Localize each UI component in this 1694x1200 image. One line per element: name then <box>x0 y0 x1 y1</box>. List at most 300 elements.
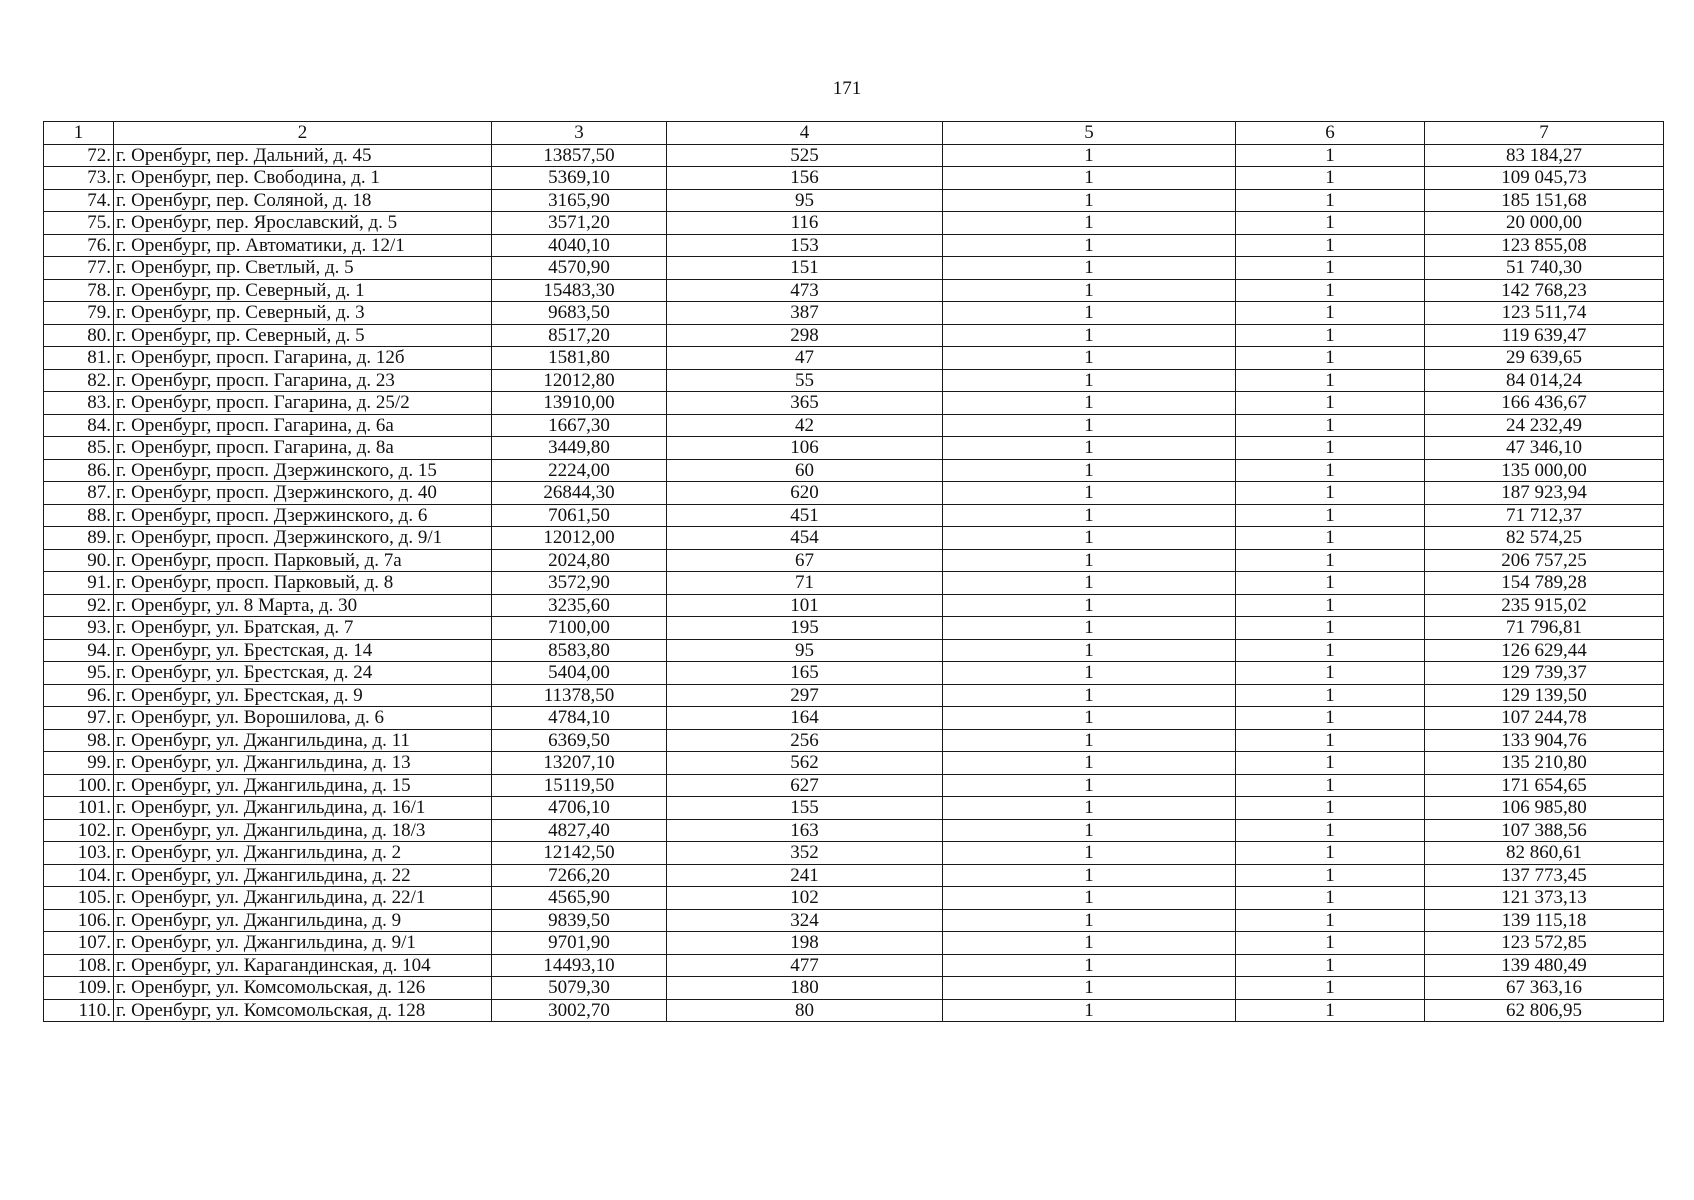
address-cell: г. Оренбург, пер. Дальний, д. 45 <box>114 144 492 167</box>
amount-cell: 129 139,50 <box>1425 684 1664 707</box>
amount-cell: 83 184,27 <box>1425 144 1664 167</box>
count-cell: 156 <box>667 167 943 190</box>
amount-cell: 206 757,25 <box>1425 549 1664 572</box>
amount-cell: 123 511,74 <box>1425 302 1664 325</box>
table-row <box>44 594 1664 617</box>
address-cell: г. Оренбург, ул. Комсомольская, д. 128 <box>114 999 492 1022</box>
address-cell: г. Оренбург, ул. Братская, д. 7 <box>114 617 492 640</box>
table-row <box>44 842 1664 865</box>
col5-cell: 1 <box>943 437 1236 460</box>
count-cell: 562 <box>667 752 943 775</box>
col5-cell: 1 <box>943 392 1236 415</box>
table-row <box>44 707 1664 730</box>
amount-cell: 106 985,80 <box>1425 797 1664 820</box>
col6-cell: 1 <box>1236 999 1425 1022</box>
row-number: 84. <box>44 414 114 437</box>
address-cell: г. Оренбург, ул. Брестская, д. 9 <box>114 684 492 707</box>
address-cell: г. Оренбург, пр. Автоматики, д. 12/1 <box>114 234 492 257</box>
address-cell: г. Оренбург, ул. Джангильдина, д. 15 <box>114 774 492 797</box>
area-cell: 3449,80 <box>492 437 667 460</box>
area-cell: 5369,10 <box>492 167 667 190</box>
row-number: 106. <box>44 909 114 932</box>
address-cell: г. Оренбург, пр. Светлый, д. 5 <box>114 257 492 280</box>
row-number: 97. <box>44 707 114 730</box>
row-number: 80. <box>44 324 114 347</box>
col6-cell: 1 <box>1236 437 1425 460</box>
amount-cell: 47 346,10 <box>1425 437 1664 460</box>
col6-cell: 1 <box>1236 864 1425 887</box>
column-header: 4 <box>667 122 943 145</box>
address-cell: г. Оренбург, ул. Джангильдина, д. 18/3 <box>114 819 492 842</box>
row-number: 90. <box>44 549 114 572</box>
col6-cell: 1 <box>1236 932 1425 955</box>
col6-cell: 1 <box>1236 144 1425 167</box>
row-number: 82. <box>44 369 114 392</box>
table-row <box>44 234 1664 257</box>
count-cell: 454 <box>667 527 943 550</box>
row-number: 104. <box>44 864 114 887</box>
table-row <box>44 639 1664 662</box>
area-cell: 3572,90 <box>492 572 667 595</box>
col6-cell: 1 <box>1236 459 1425 482</box>
col5-cell: 1 <box>943 909 1236 932</box>
area-cell: 2024,80 <box>492 549 667 572</box>
row-number: 94. <box>44 639 114 662</box>
count-cell: 198 <box>667 932 943 955</box>
row-number: 103. <box>44 842 114 865</box>
col6-cell: 1 <box>1236 504 1425 527</box>
col5-cell: 1 <box>943 752 1236 775</box>
table-row <box>44 212 1664 235</box>
amount-cell: 67 363,16 <box>1425 977 1664 1000</box>
row-number: 93. <box>44 617 114 640</box>
col5-cell: 1 <box>943 414 1236 437</box>
col6-cell: 1 <box>1236 662 1425 685</box>
count-cell: 42 <box>667 414 943 437</box>
area-cell: 7100,00 <box>492 617 667 640</box>
count-cell: 164 <box>667 707 943 730</box>
area-cell: 8517,20 <box>492 324 667 347</box>
row-number: 79. <box>44 302 114 325</box>
row-number: 109. <box>44 977 114 1000</box>
area-cell: 1667,30 <box>492 414 667 437</box>
table-row <box>44 909 1664 932</box>
col5-cell: 1 <box>943 864 1236 887</box>
address-cell: г. Оренбург, ул. Джангильдина, д. 22/1 <box>114 887 492 910</box>
address-cell: г. Оренбург, ул. Джангильдина, д. 11 <box>114 729 492 752</box>
count-cell: 95 <box>667 639 943 662</box>
row-number: 81. <box>44 347 114 370</box>
table-row <box>44 414 1664 437</box>
row-number: 108. <box>44 954 114 977</box>
row-number: 91. <box>44 572 114 595</box>
table-row <box>44 144 1664 167</box>
page-number: 171 <box>832 78 862 99</box>
col5-cell: 1 <box>943 729 1236 752</box>
col5-cell: 1 <box>943 347 1236 370</box>
row-number: 78. <box>44 279 114 302</box>
amount-cell: 187 923,94 <box>1425 482 1664 505</box>
amount-cell: 133 904,76 <box>1425 729 1664 752</box>
col5-cell: 1 <box>943 144 1236 167</box>
col6-cell: 1 <box>1236 572 1425 595</box>
col5-cell: 1 <box>943 594 1236 617</box>
row-number: 110. <box>44 999 114 1022</box>
address-cell: г. Оренбург, ул. Джангильдина, д. 2 <box>114 842 492 865</box>
row-number: 98. <box>44 729 114 752</box>
table-row <box>44 617 1664 640</box>
table-row <box>44 504 1664 527</box>
col6-cell: 1 <box>1236 977 1425 1000</box>
col5-cell: 1 <box>943 707 1236 730</box>
row-number: 87. <box>44 482 114 505</box>
amount-cell: 84 014,24 <box>1425 369 1664 392</box>
amount-cell: 139 115,18 <box>1425 909 1664 932</box>
table-row <box>44 977 1664 1000</box>
table-row <box>44 864 1664 887</box>
column-header: 2 <box>114 122 492 145</box>
area-cell: 12012,00 <box>492 527 667 550</box>
table-row <box>44 347 1664 370</box>
row-number: 102. <box>44 819 114 842</box>
col6-cell: 1 <box>1236 189 1425 212</box>
col5-cell: 1 <box>943 504 1236 527</box>
address-cell: г. Оренбург, ул. Карагандинская, д. 104 <box>114 954 492 977</box>
amount-cell: 71 712,37 <box>1425 504 1664 527</box>
area-cell: 7061,50 <box>492 504 667 527</box>
col6-cell: 1 <box>1236 212 1425 235</box>
count-cell: 298 <box>667 324 943 347</box>
count-cell: 165 <box>667 662 943 685</box>
address-cell: г. Оренбург, пр. Северный, д. 1 <box>114 279 492 302</box>
col5-cell: 1 <box>943 932 1236 955</box>
amount-cell: 109 045,73 <box>1425 167 1664 190</box>
column-header: 1 <box>44 122 114 145</box>
table-row <box>44 932 1664 955</box>
table-row <box>44 482 1664 505</box>
area-cell: 13910,00 <box>492 392 667 415</box>
table-row <box>44 549 1664 572</box>
address-cell: г. Оренбург, ул. Ворошилова, д. 6 <box>114 707 492 730</box>
col6-cell: 1 <box>1236 684 1425 707</box>
amount-cell: 129 739,37 <box>1425 662 1664 685</box>
amount-cell: 62 806,95 <box>1425 999 1664 1022</box>
area-cell: 13857,50 <box>492 144 667 167</box>
row-number: 72. <box>44 144 114 167</box>
area-cell: 13207,10 <box>492 752 667 775</box>
address-cell: г. Оренбург, ул. Джангильдина, д. 9 <box>114 909 492 932</box>
col6-cell: 1 <box>1236 167 1425 190</box>
address-cell: г. Оренбург, ул. Джангильдина, д. 22 <box>114 864 492 887</box>
count-cell: 116 <box>667 212 943 235</box>
col5-cell: 1 <box>943 797 1236 820</box>
amount-cell: 71 796,81 <box>1425 617 1664 640</box>
column-header: 5 <box>943 122 1236 145</box>
area-cell: 3235,60 <box>492 594 667 617</box>
area-cell: 5404,00 <box>492 662 667 685</box>
count-cell: 241 <box>667 864 943 887</box>
table-row <box>44 369 1664 392</box>
table-row <box>44 887 1664 910</box>
table-row <box>44 257 1664 280</box>
area-cell: 11378,50 <box>492 684 667 707</box>
address-cell: г. Оренбург, просп. Гагарина, д. 12б <box>114 347 492 370</box>
row-number: 101. <box>44 797 114 820</box>
area-cell: 4040,10 <box>492 234 667 257</box>
col5-cell: 1 <box>943 234 1236 257</box>
amount-cell: 139 480,49 <box>1425 954 1664 977</box>
table-row <box>44 572 1664 595</box>
table-row <box>44 752 1664 775</box>
col6-cell: 1 <box>1236 527 1425 550</box>
count-cell: 151 <box>667 257 943 280</box>
table-row <box>44 819 1664 842</box>
amount-cell: 235 915,02 <box>1425 594 1664 617</box>
count-cell: 153 <box>667 234 943 257</box>
col5-cell: 1 <box>943 302 1236 325</box>
table-row <box>44 324 1664 347</box>
area-cell: 8583,80 <box>492 639 667 662</box>
col6-cell: 1 <box>1236 617 1425 640</box>
address-cell: г. Оренбург, ул. Брестская, д. 14 <box>114 639 492 662</box>
amount-cell: 119 639,47 <box>1425 324 1664 347</box>
address-cell: г. Оренбург, просп. Дзержинского, д. 40 <box>114 482 492 505</box>
col6-cell: 1 <box>1236 909 1425 932</box>
col6-cell: 1 <box>1236 482 1425 505</box>
row-number: 92. <box>44 594 114 617</box>
col6-cell: 1 <box>1236 819 1425 842</box>
column-header: 7 <box>1425 122 1664 145</box>
col5-cell: 1 <box>943 324 1236 347</box>
address-cell: г. Оренбург, пер. Ярославский, д. 5 <box>114 212 492 235</box>
col6-cell: 1 <box>1236 257 1425 280</box>
address-cell: г. Оренбург, просп. Гагарина, д. 8а <box>114 437 492 460</box>
area-cell: 4570,90 <box>492 257 667 280</box>
count-cell: 525 <box>667 144 943 167</box>
count-cell: 47 <box>667 347 943 370</box>
row-number: 99. <box>44 752 114 775</box>
count-cell: 256 <box>667 729 943 752</box>
table-row <box>44 999 1664 1022</box>
table-row <box>44 684 1664 707</box>
amount-cell: 51 740,30 <box>1425 257 1664 280</box>
col6-cell: 1 <box>1236 369 1425 392</box>
address-register-table <box>43 121 1664 1022</box>
table-row <box>44 954 1664 977</box>
col6-cell: 1 <box>1236 392 1425 415</box>
col5-cell: 1 <box>943 549 1236 572</box>
row-number: 86. <box>44 459 114 482</box>
count-cell: 473 <box>667 279 943 302</box>
col5-cell: 1 <box>943 842 1236 865</box>
count-cell: 180 <box>667 977 943 1000</box>
amount-cell: 171 654,65 <box>1425 774 1664 797</box>
address-cell: г. Оренбург, просп. Гагарина, д. 6а <box>114 414 492 437</box>
col5-cell: 1 <box>943 167 1236 190</box>
count-cell: 324 <box>667 909 943 932</box>
col5-cell: 1 <box>943 459 1236 482</box>
table-row <box>44 167 1664 190</box>
address-cell: г. Оренбург, ул. Джангильдина, д. 16/1 <box>114 797 492 820</box>
area-cell: 4827,40 <box>492 819 667 842</box>
count-cell: 95 <box>667 189 943 212</box>
table-row <box>44 279 1664 302</box>
col5-cell: 1 <box>943 212 1236 235</box>
count-cell: 60 <box>667 459 943 482</box>
col5-cell: 1 <box>943 257 1236 280</box>
address-cell: г. Оренбург, просп. Дзержинского, д. 15 <box>114 459 492 482</box>
table-row <box>44 729 1664 752</box>
count-cell: 71 <box>667 572 943 595</box>
area-cell: 26844,30 <box>492 482 667 505</box>
col5-cell: 1 <box>943 954 1236 977</box>
col5-cell: 1 <box>943 369 1236 392</box>
col5-cell: 1 <box>943 279 1236 302</box>
count-cell: 620 <box>667 482 943 505</box>
col6-cell: 1 <box>1236 594 1425 617</box>
col6-cell: 1 <box>1236 707 1425 730</box>
address-cell: г. Оренбург, просп. Парковый, д. 7а <box>114 549 492 572</box>
table-row <box>44 662 1664 685</box>
col5-cell: 1 <box>943 819 1236 842</box>
amount-cell: 126 629,44 <box>1425 639 1664 662</box>
amount-cell: 142 768,23 <box>1425 279 1664 302</box>
address-cell: г. Оренбург, ул. Брестская, д. 24 <box>114 662 492 685</box>
count-cell: 101 <box>667 594 943 617</box>
amount-cell: 107 388,56 <box>1425 819 1664 842</box>
address-cell: г. Оренбург, просп. Гагарина, д. 23 <box>114 369 492 392</box>
col6-cell: 1 <box>1236 347 1425 370</box>
amount-cell: 166 436,67 <box>1425 392 1664 415</box>
address-cell: г. Оренбург, ул. Комсомольская, д. 126 <box>114 977 492 1000</box>
amount-cell: 135 210,80 <box>1425 752 1664 775</box>
col5-cell: 1 <box>943 999 1236 1022</box>
count-cell: 55 <box>667 369 943 392</box>
col6-cell: 1 <box>1236 752 1425 775</box>
col6-cell: 1 <box>1236 639 1425 662</box>
count-cell: 155 <box>667 797 943 820</box>
area-cell: 3002,70 <box>492 999 667 1022</box>
row-number: 88. <box>44 504 114 527</box>
area-cell: 3165,90 <box>492 189 667 212</box>
row-number: 95. <box>44 662 114 685</box>
amount-cell: 135 000,00 <box>1425 459 1664 482</box>
amount-cell: 123 572,85 <box>1425 932 1664 955</box>
col6-cell: 1 <box>1236 302 1425 325</box>
col5-cell: 1 <box>943 189 1236 212</box>
area-cell: 7266,20 <box>492 864 667 887</box>
col5-cell: 1 <box>943 482 1236 505</box>
count-cell: 387 <box>667 302 943 325</box>
area-cell: 14493,10 <box>492 954 667 977</box>
amount-cell: 29 639,65 <box>1425 347 1664 370</box>
address-cell: г. Оренбург, ул. 8 Марта, д. 30 <box>114 594 492 617</box>
col6-cell: 1 <box>1236 279 1425 302</box>
row-number: 107. <box>44 932 114 955</box>
col5-cell: 1 <box>943 684 1236 707</box>
count-cell: 195 <box>667 617 943 640</box>
count-cell: 102 <box>667 887 943 910</box>
table-row <box>44 392 1664 415</box>
area-cell: 4784,10 <box>492 707 667 730</box>
area-cell: 5079,30 <box>492 977 667 1000</box>
area-cell: 4706,10 <box>492 797 667 820</box>
col5-cell: 1 <box>943 977 1236 1000</box>
table-row <box>44 797 1664 820</box>
row-number: 105. <box>44 887 114 910</box>
address-cell: г. Оренбург, пер. Свободина, д. 1 <box>114 167 492 190</box>
amount-cell: 24 232,49 <box>1425 414 1664 437</box>
amount-cell: 82 574,25 <box>1425 527 1664 550</box>
count-cell: 451 <box>667 504 943 527</box>
address-cell: г. Оренбург, просп. Парковый, д. 8 <box>114 572 492 595</box>
area-cell: 15119,50 <box>492 774 667 797</box>
amount-cell: 137 773,45 <box>1425 864 1664 887</box>
table-row <box>44 302 1664 325</box>
row-number: 74. <box>44 189 114 212</box>
amount-cell: 82 860,61 <box>1425 842 1664 865</box>
address-cell: г. Оренбург, ул. Джангильдина, д. 13 <box>114 752 492 775</box>
table-row <box>44 527 1664 550</box>
col5-cell: 1 <box>943 617 1236 640</box>
col6-cell: 1 <box>1236 774 1425 797</box>
row-number: 89. <box>44 527 114 550</box>
count-cell: 163 <box>667 819 943 842</box>
col6-cell: 1 <box>1236 842 1425 865</box>
area-cell: 15483,30 <box>492 279 667 302</box>
row-number: 73. <box>44 167 114 190</box>
col6-cell: 1 <box>1236 324 1425 347</box>
row-number: 76. <box>44 234 114 257</box>
count-cell: 106 <box>667 437 943 460</box>
row-number: 96. <box>44 684 114 707</box>
table-header-row <box>44 122 1664 145</box>
address-cell: г. Оренбург, просп. Дзержинского, д. 9/1 <box>114 527 492 550</box>
row-number: 77. <box>44 257 114 280</box>
area-cell: 3571,20 <box>492 212 667 235</box>
area-cell: 1581,80 <box>492 347 667 370</box>
table-row <box>44 459 1664 482</box>
address-cell: г. Оренбург, пр. Северный, д. 5 <box>114 324 492 347</box>
amount-cell: 185 151,68 <box>1425 189 1664 212</box>
count-cell: 67 <box>667 549 943 572</box>
area-cell: 9701,90 <box>492 932 667 955</box>
row-number: 75. <box>44 212 114 235</box>
count-cell: 477 <box>667 954 943 977</box>
area-cell: 9683,50 <box>492 302 667 325</box>
amount-cell: 20 000,00 <box>1425 212 1664 235</box>
col6-cell: 1 <box>1236 549 1425 572</box>
area-cell: 2224,00 <box>492 459 667 482</box>
address-cell: г. Оренбург, пр. Северный, д. 3 <box>114 302 492 325</box>
col6-cell: 1 <box>1236 887 1425 910</box>
column-header: 6 <box>1236 122 1425 145</box>
col5-cell: 1 <box>943 527 1236 550</box>
column-header: 3 <box>492 122 667 145</box>
col5-cell: 1 <box>943 662 1236 685</box>
col6-cell: 1 <box>1236 729 1425 752</box>
area-cell: 12142,50 <box>492 842 667 865</box>
amount-cell: 123 855,08 <box>1425 234 1664 257</box>
row-number: 85. <box>44 437 114 460</box>
col5-cell: 1 <box>943 639 1236 662</box>
col6-cell: 1 <box>1236 797 1425 820</box>
amount-cell: 107 244,78 <box>1425 707 1664 730</box>
col6-cell: 1 <box>1236 234 1425 257</box>
col5-cell: 1 <box>943 774 1236 797</box>
count-cell: 297 <box>667 684 943 707</box>
col5-cell: 1 <box>943 887 1236 910</box>
